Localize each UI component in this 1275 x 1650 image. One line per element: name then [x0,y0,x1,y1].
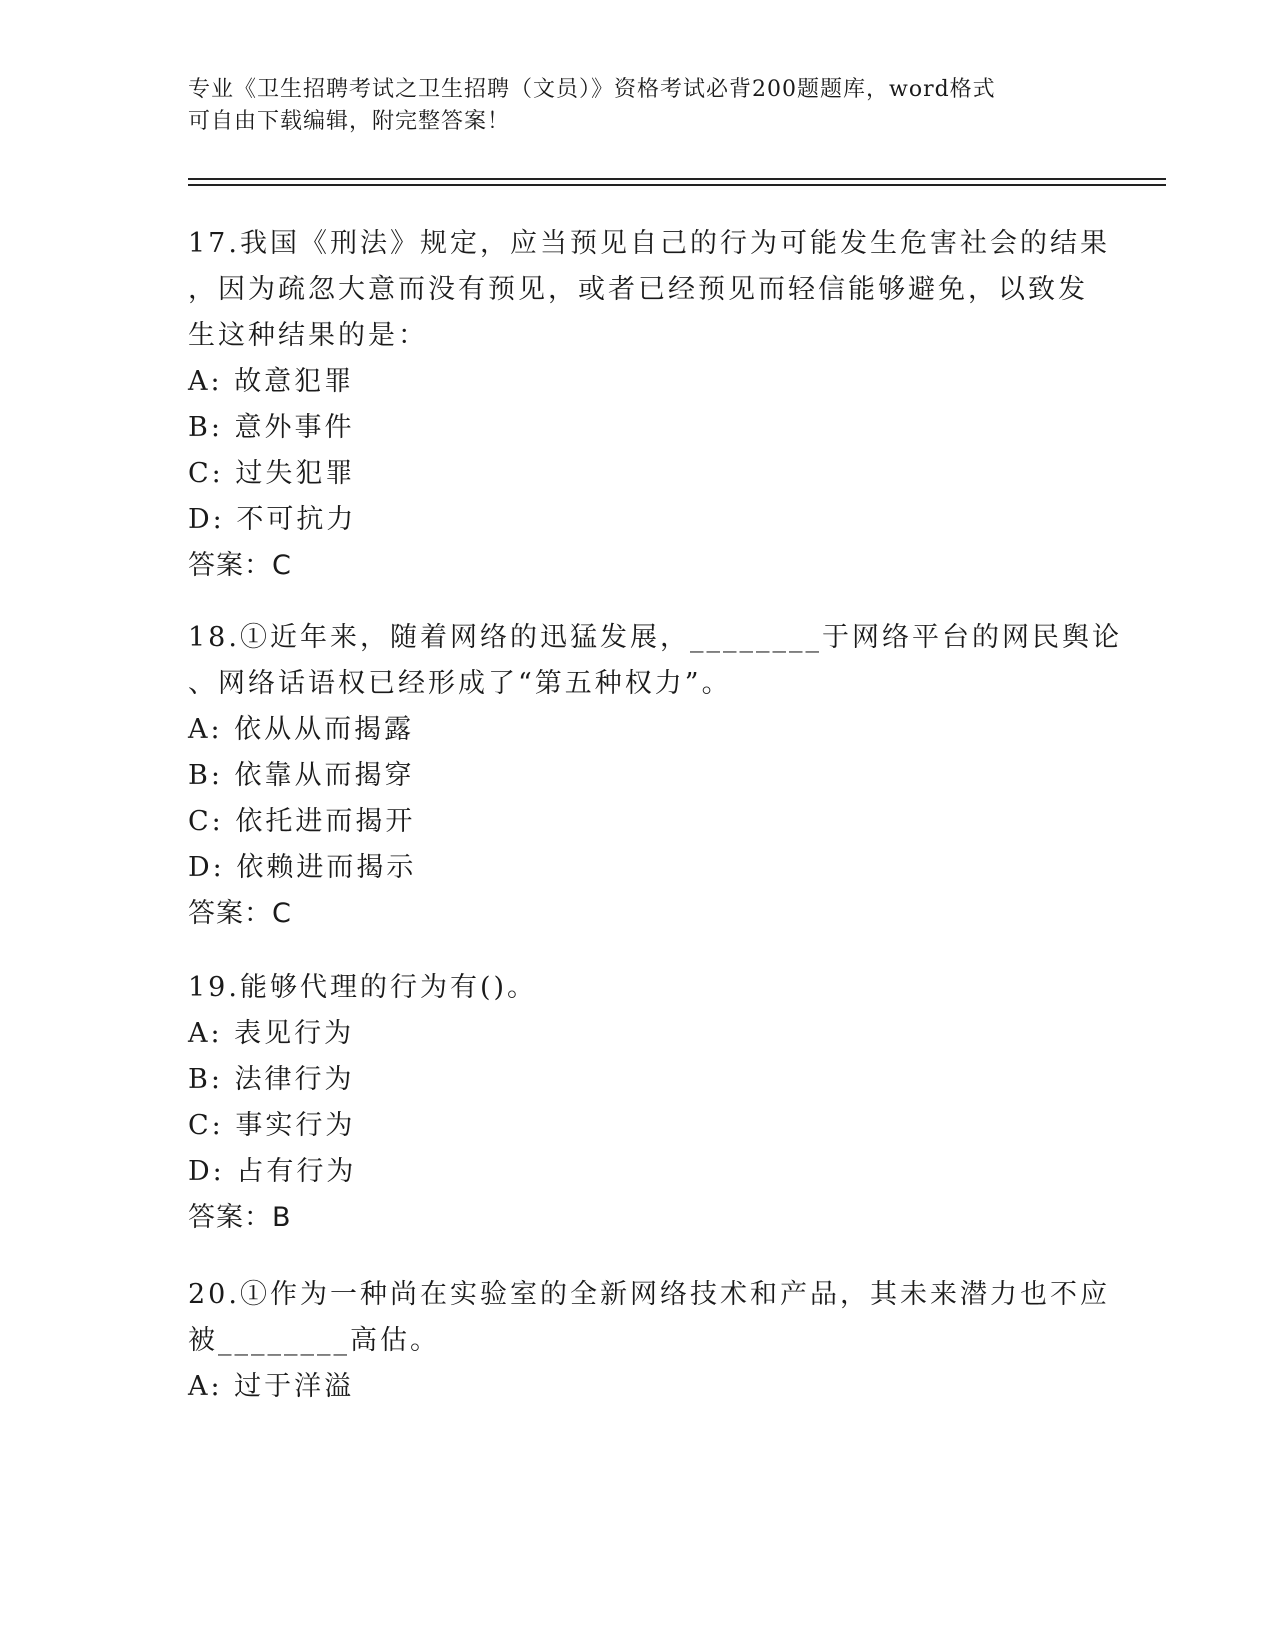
option-b: B: 依靠从而揭穿 [188,760,415,791]
option-d: D: 依赖进而揭示 [188,852,417,883]
option-c: C: 过失犯罪 [188,458,356,489]
question-text-line: 20.①作为一种尚在实验室的全新网络技术和产品，其未来潜力也不应 [188,1279,1110,1310]
document-header [188,74,1088,138]
option-c: C: 依托进而揭开 [188,806,416,837]
header-divider-top [188,178,1166,180]
option-a: A: 过于洋溢 [188,1371,355,1402]
question-text-line: 17.我国《刑法》规定，应当预见自己的行为可能发生危害社会的结果 [188,228,1110,259]
answer-label: 答案：B [188,1202,292,1233]
question-text-line: 生这种结果的是： [188,320,428,351]
option-c: C: 事实行为 [188,1110,356,1141]
option-b: B: 意外事件 [188,412,355,443]
option-d: D: 不可抗力 [188,504,357,535]
question-20 [188,1272,1110,1410]
option-a: A: 表见行为 [188,1018,355,1049]
answer-label: 答案：C [188,898,292,929]
question-text-line: 18.①近年来，随着网络的迅猛发展，________于网络平台的网民舆论 [188,622,1122,653]
question-17 [188,221,1110,589]
option-a: A: 依从从而揭露 [188,714,415,745]
option-d: D: 占有行为 [188,1156,357,1187]
question-text-line: 被________高估。 [188,1325,440,1356]
option-a: A: 故意犯罪 [188,366,355,397]
option-b: B: 法律行为 [188,1064,355,1095]
question-text-line: 19.能够代理的行为有()。 [188,972,538,1003]
question-19 [188,965,1088,1241]
question-text-line: 、网络话语权已经形成了“第五种权力”。 [188,668,732,699]
header-line-1: 专业《卫生招聘考试之卫生招聘（文员）》资格考试必背200题题库，word格式 [188,77,996,102]
header-divider-bottom [188,184,1166,186]
question-18 [188,615,1122,937]
answer-label: 答案：C [188,550,292,581]
question-text-line: ，因为疏忽大意而没有预见，或者已经预见而轻信能够避免，以致发 [188,274,1088,305]
header-line-2: 可自由下载编辑，附完整答案！ [188,109,511,134]
